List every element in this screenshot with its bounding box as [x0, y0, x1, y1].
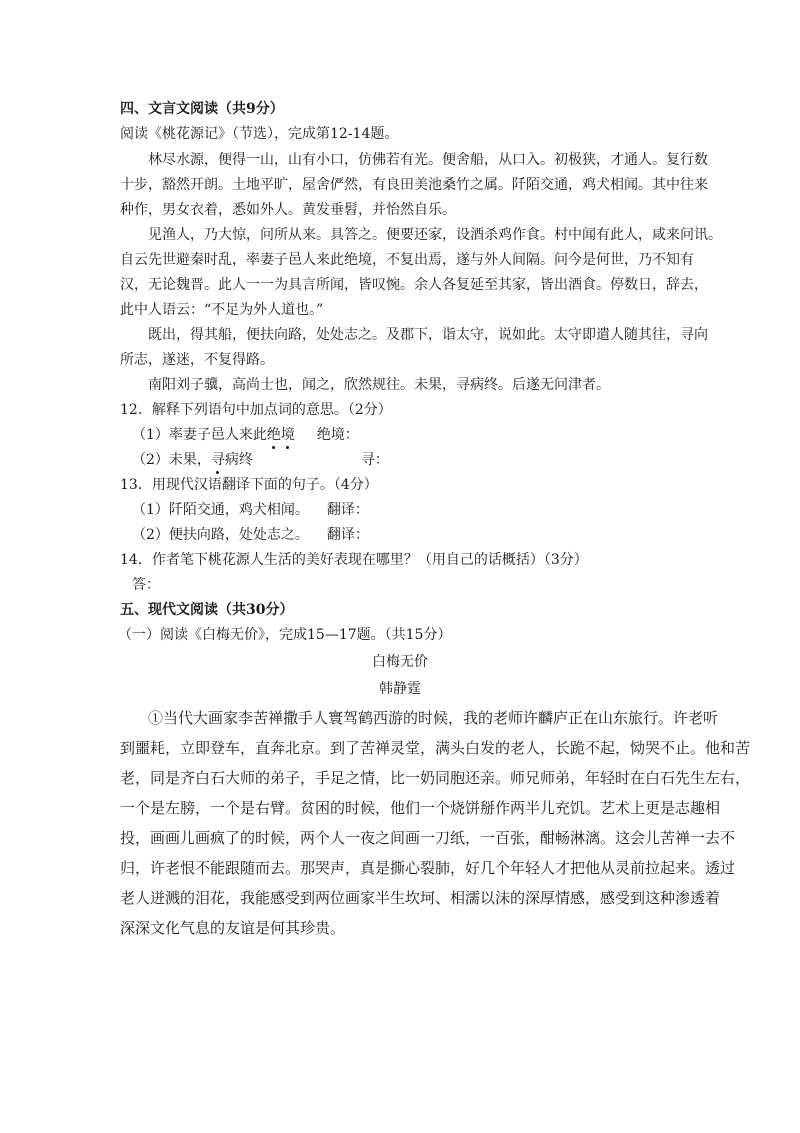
- question-14-stem: 14．作者笔下桃花源人生活的美好表现在哪里？（用自己的话概括）（3分）: [120, 552, 588, 568]
- passage-line: 所志，遂迷，不复得路。: [120, 352, 274, 368]
- article-line: 老，同是齐白石大师的弟子，手足之情，比一奶同胞还亲。师兄师弟，年轻时在白石先生左右，: [120, 769, 751, 787]
- article-line: 到噩耗，立即登车，直奔北京。到了苦禅灵堂，满头白发的老人，长跪不起，恸哭不止。他和苦: [120, 739, 751, 757]
- passage-line: 南阳刘子骥，高尚士也，闻之，欣然规往。未果，寻病终。后遂无问津者。: [148, 377, 610, 393]
- answer-label: 寻：: [360, 452, 389, 468]
- item-text: （1）率妻子邑人来此: [132, 427, 267, 443]
- article-line: 深深文化气息的友谊是何其珍贵。: [120, 919, 346, 937]
- section5-sub-instruction: （一）阅读《白梅无价》，完成15—17题。（共15分）: [118, 627, 452, 643]
- question-12-item-2: [132, 451, 710, 469]
- item-text: （2）便扶向路，处处志之。: [132, 527, 309, 543]
- article-author: 韩静霆: [379, 681, 421, 697]
- article-line: 投，画画儿画疯了的时候，两个人一夜之间画一刀纸，一百张，酣畅淋漓。这会儿苦禅一去不: [120, 829, 736, 847]
- dotted-char: 绝: [266, 427, 281, 443]
- item-text: （2）未果，: [132, 452, 211, 468]
- answer-label: 翻译：: [326, 527, 369, 543]
- question-13-item-2: [132, 526, 710, 544]
- passage-line: 十步，豁然开朗。土地平旷，屋舍俨然，有良田美池桑竹之属。阡陌交通，鸡犬相闻。其中往来: [120, 177, 708, 193]
- article-line: 一个是左膀，一个是右臂。贫困的时候，他们一个烧饼掰作两半儿充饥。艺术上更是志趣相: [120, 799, 721, 817]
- section4-instruction: 阅读《桃花源记》（节选），完成第12-14题。: [120, 126, 399, 142]
- section5-heading: 五、现代文阅读（共30分）: [120, 602, 294, 618]
- article-line: ①当代大画家李苦禅撒手人寰驾鹤西游的时候，我的老师许麟庐正在山东旅行。许老听: [148, 709, 719, 727]
- item-text: 病终: [224, 452, 253, 468]
- article-title: 白梅无价: [372, 654, 428, 670]
- passage-line: 种作，男女衣着，悉如外人。黄发垂髫，并怡然自乐。: [120, 202, 456, 218]
- section4-heading: 四、文言文阅读（共9分）: [120, 101, 284, 117]
- question-13-item-1: [132, 501, 710, 519]
- passage-line: 汉，无论魏晋。此人一一为具言所闻，皆叹惋。余人各复延至其家，皆出酒食。停数日，辞去，: [120, 277, 708, 293]
- item-text: （1）阡陌交通，鸡犬相闻。: [132, 502, 309, 518]
- answer-label: 答：: [132, 577, 160, 593]
- answer-label: 绝境：: [316, 427, 359, 443]
- answer-label: 翻译：: [326, 502, 369, 518]
- question-13-stem: 13．用现代汉语翻译下面的句子。（4分）: [120, 477, 378, 493]
- question-12-item-1: [132, 426, 710, 444]
- passage-line: 既出，得其船，便扶向路，处处志之。及郡下，诣太守，说如此。太守即遣人随其往，寻向: [148, 327, 708, 343]
- question-12-stem: 12．解释下列语句中加点词的意思。（2分）: [120, 402, 392, 418]
- passage-line: 林尽水源，便得一山，山有小口，仿佛若有光。便舍船，从口入。初极狭，才通人。复行数: [148, 152, 708, 168]
- article-line: 归，许老恨不能跟随而去。那哭声，真是撕心裂肺，好几个年轻人才把他从灵前拉起来。透过: [120, 859, 736, 877]
- article-line: 老人迸溅的泪花，我能感受到两位画家半生坎坷、相濡以沫的深厚情感，感受到这种渗透着: [120, 889, 721, 907]
- dotted-char: 境: [280, 427, 295, 443]
- passage-line: 见渔人，乃大惊，问所从来。具答之。便要还家，设酒杀鸡作食。村中闻有此人，咸来问讯。: [148, 227, 722, 243]
- passage-line: 自云先世避秦时乱，率妻子邑人来此绝境，不复出焉，遂与外人间隔。问今是何世，乃不知有: [120, 252, 694, 268]
- dotted-char: 寻: [210, 452, 225, 468]
- passage-line: 此中人语云：“不足为外人道也。”: [120, 302, 324, 318]
